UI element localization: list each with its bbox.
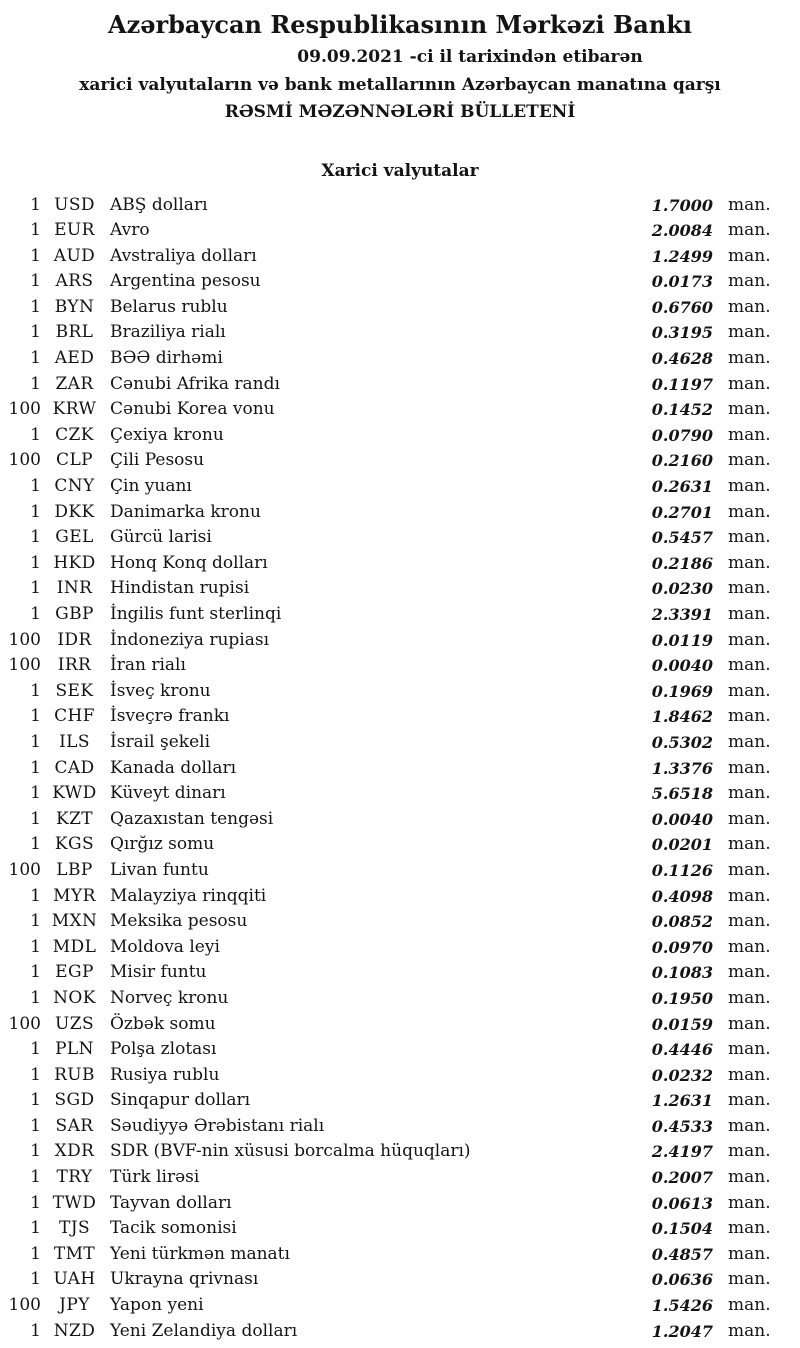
currency-quantity: 1 <box>30 808 41 829</box>
exchange-rate: 5.6518 <box>651 784 713 804</box>
currency-row <box>0 576 800 602</box>
currency-row <box>0 832 800 858</box>
unit-label: man. <box>728 1039 771 1060</box>
currency-quantity: 1 <box>30 424 41 445</box>
currency-code: UZS <box>55 1013 94 1034</box>
currency-code: ARS <box>55 271 94 292</box>
exchange-rate: 0.0232 <box>651 1065 713 1085</box>
exchange-rate: 0.0173 <box>651 272 713 292</box>
exchange-rate: 0.2631 <box>651 477 713 497</box>
currency-code: JPY <box>59 1295 90 1316</box>
unit-label: man. <box>728 731 771 752</box>
unit-label: man. <box>728 424 771 445</box>
currency-quantity: 1 <box>30 1090 41 1111</box>
unit-label: man. <box>728 911 771 932</box>
unit-label: man. <box>728 808 771 829</box>
currency-name: Hindistan rupisi <box>110 578 250 599</box>
currency-name: Səudiyyə Ərəbistanı rialı <box>110 1115 325 1136</box>
currency-name: İran rialı <box>110 655 186 676</box>
currency-row <box>0 1191 800 1217</box>
unit-label: man. <box>728 1141 771 1162</box>
currency-name: Tayvan dolları <box>110 1192 232 1213</box>
currency-row <box>0 1114 800 1140</box>
currency-quantity: 1 <box>30 1218 41 1239</box>
currency-code: XDR <box>54 1141 95 1162</box>
currency-row <box>0 858 800 884</box>
currency-name: Ukrayna qrivnası <box>110 1269 259 1290</box>
unit-label: man. <box>728 1090 771 1111</box>
currency-code: KZT <box>55 808 94 829</box>
currency-code: LBP <box>56 859 93 880</box>
unit-label: man. <box>728 450 771 471</box>
currency-name: Gürcü larisi <box>110 527 212 548</box>
unit-label: man. <box>728 245 771 266</box>
unit-label: man. <box>728 885 771 906</box>
bank-title: Azərbaycan Respublikasının Mərkəzi Bankı <box>107 10 693 39</box>
currency-quantity: 1 <box>30 271 41 292</box>
currency-row <box>0 1012 800 1038</box>
currency-quantity: 1 <box>30 1064 41 1085</box>
currency-quantity: 1 <box>30 1115 41 1136</box>
unit-label: man. <box>728 757 771 778</box>
exchange-rate: 1.2047 <box>651 1321 713 1341</box>
unit-label: man. <box>728 322 771 343</box>
currency-code: KRW <box>52 399 97 420</box>
currency-code: SEK <box>55 680 94 701</box>
currency-quantity: 1 <box>30 1167 41 1188</box>
currency-row <box>0 193 800 219</box>
exchange-rate: 1.2631 <box>651 1091 713 1111</box>
currency-code: TJS <box>59 1218 90 1239</box>
exchange-rate: 0.2701 <box>651 502 713 522</box>
unit-label: man. <box>728 399 771 420</box>
currency-code: TMT <box>53 1243 96 1264</box>
currency-quantity: 1 <box>30 936 41 957</box>
currency-code: CLP <box>56 450 93 471</box>
currency-row <box>0 320 800 346</box>
currency-row <box>0 1293 800 1319</box>
exchange-rate: 0.0790 <box>651 425 713 445</box>
currency-name: Özbək somu <box>110 1013 216 1034</box>
currency-name: Belarus rublu <box>110 296 228 317</box>
unit-label: man. <box>728 552 771 573</box>
unit-label: man. <box>728 962 771 983</box>
currency-quantity: 1 <box>30 706 41 727</box>
unit-label: man. <box>728 987 771 1008</box>
exchange-rate: 0.1126 <box>651 860 713 880</box>
unit-label: man. <box>728 1115 771 1136</box>
exchange-rate: 1.2499 <box>651 246 713 266</box>
currency-code: SAR <box>55 1115 94 1136</box>
exchange-rate: 0.5302 <box>651 732 713 752</box>
currency-name: Sinqapur dolları <box>110 1090 251 1111</box>
currency-code: PLN <box>55 1039 94 1060</box>
currency-row <box>0 628 800 654</box>
currency-name: Braziliya rialı <box>110 322 226 343</box>
exchange-rate: 0.4098 <box>651 886 713 906</box>
currency-quantity: 100 <box>8 450 41 471</box>
currency-code: BRL <box>55 322 94 343</box>
currency-row <box>0 1037 800 1063</box>
exchange-rate: 0.2186 <box>651 553 713 573</box>
currency-code: MYR <box>53 885 96 906</box>
currency-row <box>0 884 800 910</box>
currency-row <box>0 525 800 551</box>
currency-row <box>0 704 800 730</box>
currency-row <box>0 653 800 679</box>
currency-quantity: 100 <box>8 1295 41 1316</box>
unit-label: man. <box>728 296 771 317</box>
unit-label: man. <box>728 476 771 497</box>
unit-label: man. <box>728 1218 771 1239</box>
exchange-rate: 0.1197 <box>651 374 713 394</box>
currency-quantity: 1 <box>30 885 41 906</box>
currency-quantity: 100 <box>8 859 41 880</box>
unit-label: man. <box>728 1192 771 1213</box>
currency-row <box>0 218 800 244</box>
currency-row <box>0 372 800 398</box>
currency-row <box>0 909 800 935</box>
unit-label: man. <box>728 373 771 394</box>
currency-row <box>0 1088 800 1114</box>
currency-name: Cənubi Afrika randı <box>110 373 280 394</box>
currency-quantity: 1 <box>30 322 41 343</box>
exchange-rate: 0.4533 <box>651 1116 713 1136</box>
exchange-rate: 0.0040 <box>651 656 713 676</box>
exchange-rate: 0.0636 <box>651 1270 713 1290</box>
currency-row <box>0 1139 800 1165</box>
currency-code: ILS <box>59 731 90 752</box>
exchange-rate: 1.7000 <box>651 195 713 215</box>
currency-quantity: 1 <box>30 680 41 701</box>
currency-name: Moldova leyi <box>110 936 220 957</box>
exchange-rate: 0.0230 <box>651 579 713 599</box>
currency-quantity: 1 <box>30 834 41 855</box>
currency-code: EGP <box>55 962 94 983</box>
unit-label: man. <box>728 1269 771 1290</box>
currency-quantity: 1 <box>30 1141 41 1162</box>
unit-label: man. <box>728 220 771 241</box>
exchange-rate: 0.0613 <box>651 1193 713 1213</box>
currency-row <box>0 960 800 986</box>
currency-row <box>0 730 800 756</box>
currency-code: NOK <box>53 987 96 1008</box>
currency-code: CNY <box>54 476 95 497</box>
unit-label: man. <box>728 936 771 957</box>
exchange-rate: 2.3391 <box>651 605 713 624</box>
currency-quantity: 1 <box>30 1243 41 1264</box>
currency-quantity: 1 <box>30 476 41 497</box>
currency-name: Çin yuanı <box>110 476 192 497</box>
currency-name: SDR (BVF-nin xüsusi borcalma hüquqları) <box>110 1141 471 1162</box>
currency-name: Çexiya kronu <box>110 424 224 445</box>
currency-name: Çili Pesosu <box>110 450 205 471</box>
currency-code: UAH <box>53 1269 96 1290</box>
currency-name: Avro <box>110 220 150 241</box>
currency-row <box>0 244 800 270</box>
currency-name: Polşa zlotası <box>110 1039 217 1060</box>
unit-label: man. <box>728 859 771 880</box>
currency-quantity: 1 <box>30 1039 41 1060</box>
subject-line: xarici valyutaların və bank metallarının Azərbaycan manatına qarşı <box>79 74 721 95</box>
currency-quantity: 1 <box>30 501 41 522</box>
currency-code: EUR <box>54 220 95 241</box>
exchange-rate: 0.1969 <box>651 681 713 701</box>
currency-row <box>0 1319 800 1345</box>
unit-label: man. <box>728 527 771 548</box>
exchange-rate: 0.2160 <box>651 451 713 471</box>
currency-quantity: 1 <box>30 1192 41 1213</box>
currency-name: Meksika pesosu <box>110 911 248 932</box>
currency-code: MDL <box>52 936 97 957</box>
currency-name: İsveç kronu <box>110 680 211 701</box>
currency-row <box>0 602 800 628</box>
exchange-rate: 0.2007 <box>651 1168 713 1188</box>
exchange-rate: 0.3195 <box>651 323 713 343</box>
unit-label: man. <box>728 271 771 292</box>
currency-quantity: 1 <box>30 552 41 573</box>
exchange-rate: 0.0040 <box>651 809 713 829</box>
exchange-rate: 0.1504 <box>651 1219 713 1239</box>
currency-name: İngilis funt sterlinqi <box>110 604 282 624</box>
currency-name: Avstraliya dolları <box>110 245 257 266</box>
currency-code: TRY <box>56 1167 93 1188</box>
currency-row <box>0 397 800 423</box>
currency-row <box>0 1267 800 1293</box>
exchange-rate: 0.4628 <box>651 349 713 369</box>
currency-code: NZD <box>53 1320 96 1341</box>
currency-name: Türk lirəsi <box>110 1167 200 1188</box>
effective-date-line: 09.09.2021 -ci il tarixindən etibarən <box>297 47 643 67</box>
currency-name: Misir funtu <box>110 962 207 983</box>
unit-label: man. <box>728 834 771 855</box>
currency-code: IRR <box>57 655 92 676</box>
currency-code: INR <box>56 578 93 599</box>
unit-label: man. <box>728 1013 771 1034</box>
currency-name: Malayziya rinqqiti <box>110 885 267 906</box>
currency-code: SGD <box>54 1090 95 1111</box>
currency-name: ABŞ dolları <box>110 194 208 215</box>
currency-code: HKD <box>53 552 96 573</box>
currency-code: AUD <box>53 245 96 266</box>
currency-quantity: 1 <box>30 1320 41 1341</box>
currency-row <box>0 781 800 807</box>
unit-label: man. <box>728 1064 771 1085</box>
currency-quantity: 1 <box>30 245 41 266</box>
currency-row <box>0 346 800 372</box>
currency-quantity: 100 <box>8 399 41 420</box>
exchange-rate: 1.8462 <box>651 707 713 727</box>
currency-quantity: 1 <box>30 987 41 1008</box>
currency-code: BYN <box>54 296 95 317</box>
currency-row <box>0 500 800 526</box>
currency-code: MXN <box>51 911 98 932</box>
currency-code: RUB <box>54 1064 95 1085</box>
exchange-rate: 0.1950 <box>651 988 713 1008</box>
currency-code: CZK <box>55 424 94 445</box>
currency-code: GBP <box>55 604 94 624</box>
unit-label: man. <box>728 629 771 650</box>
currency-quantity: 1 <box>30 373 41 394</box>
exchange-rate: 0.0159 <box>651 1014 713 1034</box>
currency-code: GEL <box>55 527 94 548</box>
bulletin-title-line: RƏSMİ MƏZƏNNƏLƏRİ BÜLLETENİ <box>224 102 576 122</box>
currency-quantity: 1 <box>30 757 41 778</box>
currency-code: IDR <box>57 629 92 650</box>
currency-name: Kanada dolları <box>110 757 237 778</box>
currency-quantity: 1 <box>30 731 41 752</box>
unit-label: man. <box>728 194 771 215</box>
currency-row <box>0 1216 800 1242</box>
document-header <box>0 0 800 127</box>
exchange-rate: 0.5457 <box>651 528 713 548</box>
currency-row <box>0 423 800 449</box>
unit-label: man. <box>728 501 771 522</box>
currency-name: İndoneziya rupiası <box>110 629 270 650</box>
currency-name: Yapon yeni <box>110 1295 204 1316</box>
currency-name: Qırğız somu <box>110 834 215 855</box>
currency-name: Cənubi Korea vonu <box>110 399 275 420</box>
exchange-rate: 1.5426 <box>651 1296 713 1316</box>
currency-quantity: 1 <box>30 296 41 317</box>
unit-label: man. <box>728 706 771 727</box>
unit-label: man. <box>728 1320 771 1341</box>
currency-name: Livan funtu <box>110 859 209 880</box>
unit-label: man. <box>728 655 771 676</box>
currency-code: CAD <box>54 757 95 778</box>
currency-name: Yeni Zelandiya dolları <box>110 1320 298 1341</box>
exchange-rates-table <box>0 193 800 1345</box>
currency-quantity: 1 <box>30 194 41 215</box>
exchange-rate: 2.0084 <box>651 221 713 241</box>
currency-name: Honq Konq dolları <box>110 552 268 573</box>
currency-name: Tacik somonisi <box>110 1218 237 1239</box>
currency-code: AED <box>54 348 95 369</box>
exchange-rate: 0.4857 <box>651 1244 713 1264</box>
currency-name: Argentina pesosu <box>110 271 261 292</box>
currency-name: Küveyt dinarı <box>110 783 226 804</box>
currency-code: ZAR <box>55 373 94 394</box>
currency-code: CHF <box>54 706 95 727</box>
exchange-rate: 0.0119 <box>651 630 713 650</box>
unit-label: man. <box>728 348 771 369</box>
currency-name: Danimarka kronu <box>110 501 261 522</box>
currency-code: USD <box>54 194 95 215</box>
currency-code: KGS <box>54 834 95 855</box>
currency-row <box>0 1063 800 1089</box>
currency-row <box>0 986 800 1012</box>
exchange-rate: 0.0852 <box>651 912 713 932</box>
currency-code: KWD <box>52 783 97 804</box>
currency-code: DKK <box>54 501 95 522</box>
currency-row <box>0 807 800 833</box>
currency-code: TWD <box>52 1192 97 1213</box>
currency-quantity: 1 <box>30 911 41 932</box>
unit-label: man. <box>728 680 771 701</box>
exchange-rate: 0.1083 <box>651 963 713 983</box>
exchange-rate: 0.4446 <box>651 1040 713 1060</box>
currency-row <box>0 1165 800 1191</box>
exchange-rate: 0.0970 <box>651 937 713 957</box>
currency-row <box>0 935 800 961</box>
currency-name: İsrail şekeli <box>110 731 210 752</box>
currency-quantity: 100 <box>8 655 41 676</box>
currency-quantity: 100 <box>8 629 41 650</box>
currency-name: İsveçrə frankı <box>110 706 230 727</box>
currency-quantity: 100 <box>8 1013 41 1034</box>
currency-row <box>0 269 800 295</box>
currency-row <box>0 551 800 577</box>
currency-quantity: 1 <box>30 1269 41 1290</box>
exchange-rate: 2.4197 <box>651 1142 713 1162</box>
currency-row <box>0 679 800 705</box>
unit-label: man. <box>728 1295 771 1316</box>
exchange-rate: 0.0201 <box>651 835 713 855</box>
currency-quantity: 1 <box>30 578 41 599</box>
unit-label: man. <box>728 604 771 624</box>
currency-name: Rusiya rublu <box>110 1064 220 1085</box>
currency-row <box>0 1242 800 1268</box>
currency-name: Yeni türkmən manatı <box>110 1243 290 1264</box>
currency-name: Norveç kronu <box>110 987 229 1008</box>
exchange-rate: 0.1452 <box>651 400 713 420</box>
currency-quantity: 1 <box>30 783 41 804</box>
exchange-rate: 0.6760 <box>651 297 713 317</box>
currency-name: Qazaxıstan tengəsi <box>110 808 274 829</box>
currency-quantity: 1 <box>30 527 41 548</box>
currency-row <box>0 756 800 782</box>
currency-quantity: 1 <box>30 962 41 983</box>
section-title-foreign-currencies: Xarici valyutalar <box>321 160 479 181</box>
currency-name: BƏƏ dirhəmi <box>110 348 223 369</box>
currency-quantity: 1 <box>30 220 41 241</box>
currency-quantity: 1 <box>30 604 41 624</box>
unit-label: man. <box>728 1243 771 1264</box>
currency-row <box>0 474 800 500</box>
currency-row <box>0 448 800 474</box>
unit-label: man. <box>728 1167 771 1188</box>
unit-label: man. <box>728 578 771 599</box>
currency-quantity: 1 <box>30 348 41 369</box>
exchange-rate: 1.3376 <box>651 758 713 778</box>
currency-row <box>0 295 800 321</box>
unit-label: man. <box>728 783 771 804</box>
